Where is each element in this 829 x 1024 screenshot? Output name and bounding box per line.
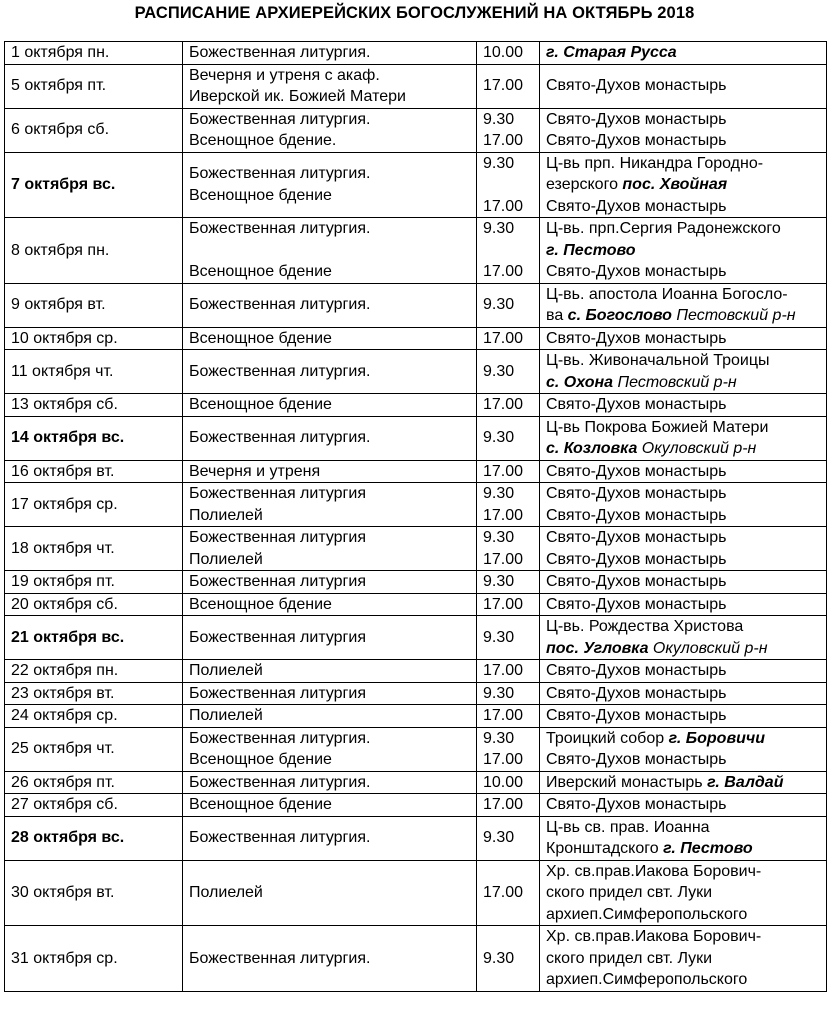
place-line [546, 42, 820, 64]
table-row [5, 327, 827, 350]
place-line [546, 660, 820, 682]
place-line [546, 394, 820, 416]
place-text: Свято-Духов монастырь [546, 506, 727, 524]
place-cell [540, 327, 827, 350]
table-row [5, 283, 827, 327]
date-cell: 8 октября пн. [5, 218, 183, 284]
table-row [5, 416, 827, 460]
time-cell [477, 682, 540, 705]
time-cell [477, 108, 540, 152]
time-cell [477, 460, 540, 483]
place-cell [540, 682, 827, 705]
time-line: 10.00 [483, 44, 524, 61]
place-cell [540, 64, 827, 108]
table-row [5, 42, 827, 65]
place-line [546, 372, 820, 394]
place-line [546, 616, 820, 638]
page-title: РАСПИСАНИЕ АРХИЕРЕЙСКИХ БОГОСЛУЖЕНИЙ НА ОКТЯБРЬ 2018 [134, 4, 695, 22]
time-line: 9.30 [483, 296, 515, 314]
time-line: 17.00 [483, 884, 524, 901]
service-line: Полиелей [189, 707, 263, 724]
table-row [5, 218, 827, 284]
place-text: Свято-Духов монастырь [546, 573, 727, 590]
time-line: 9.30 [483, 949, 515, 967]
time-line: 9.30 [483, 110, 515, 128]
place-line [546, 174, 820, 196]
time-line: 17.00 [483, 132, 524, 149]
service-line: Божественная литургия [189, 628, 366, 646]
place-cell [540, 860, 827, 926]
table-row [5, 616, 827, 660]
service-line: Божественная литургия. [189, 110, 371, 128]
service-cell [183, 327, 477, 350]
table-row [5, 460, 827, 483]
place-text: Троицкий собор [546, 729, 669, 747]
service-line: Всенощное бдение [189, 751, 332, 768]
place-town: г. Боровичи [668, 729, 765, 747]
service-line: Всенощное бдение [189, 263, 332, 280]
date-cell: 24 октября ср. [5, 705, 183, 728]
time-cell [477, 64, 540, 108]
date-cell: 21 октября вс. [5, 616, 183, 660]
place-line [546, 772, 820, 794]
date-cell: 1 октября пн. [5, 42, 183, 65]
time-line: 9.30 [483, 154, 515, 172]
service-line: Всенощное бдение [189, 796, 332, 813]
service-cell [183, 771, 477, 794]
time-cell [477, 727, 540, 771]
time-cell [477, 571, 540, 594]
place-cell [540, 416, 827, 460]
time-line: 17.00 [483, 595, 524, 613]
table-row [5, 816, 827, 860]
place-line [546, 218, 820, 240]
place-text: Ц-вь. Рождества Христова [546, 618, 744, 635]
place-town: с. Богослово [567, 307, 672, 324]
place-town: г. Пестово [546, 241, 636, 259]
time-line [483, 240, 533, 262]
place-text: архиеп.Симферопольского [546, 971, 748, 988]
place-cell [540, 727, 827, 771]
table-row [5, 926, 827, 992]
place-district: Пестовский р-н [671, 307, 796, 324]
service-line: Божественная литургия. [189, 729, 371, 747]
service-cell [183, 794, 477, 817]
service-cell [183, 350, 477, 394]
service-line: Божественная литургия [189, 485, 366, 502]
time-cell [477, 926, 540, 992]
schedule-table [4, 41, 827, 992]
place-cell [540, 483, 827, 527]
time-line: 9.30 [483, 362, 515, 380]
time-line: 9.30 [483, 829, 515, 847]
service-cell [183, 860, 477, 926]
schedule-body [5, 42, 827, 992]
service-cell [183, 394, 477, 417]
place-line [546, 749, 820, 771]
service-line: Божественная литургия [189, 684, 366, 702]
time-line: 17.00 [483, 263, 524, 280]
place-line [546, 705, 820, 727]
place-line [546, 728, 820, 750]
time-line: 9.30 [483, 729, 515, 747]
place-cell [540, 571, 827, 594]
place-cell [540, 152, 827, 218]
service-line: Полиелей [189, 550, 263, 568]
table-row [5, 860, 827, 926]
time-cell [477, 152, 540, 218]
place-line [546, 882, 820, 904]
place-line [546, 305, 820, 327]
service-cell [183, 926, 477, 992]
place-line [546, 284, 820, 306]
table-row [5, 571, 827, 594]
place-line [546, 350, 820, 372]
place-cell [540, 460, 827, 483]
time-line: 9.30 [483, 529, 515, 546]
service-line: Всенощное бдение [189, 329, 332, 347]
time-line [483, 174, 533, 196]
place-line [546, 794, 820, 816]
place-text: Ц-вь. Живоначальной Троицы [546, 352, 770, 369]
service-line: Божественная литургия. [189, 949, 371, 967]
time-cell [477, 816, 540, 860]
date-cell: 30 октября вт. [5, 860, 183, 926]
service-cell [183, 660, 477, 683]
service-cell [183, 816, 477, 860]
place-cell [540, 283, 827, 327]
table-row [5, 394, 827, 417]
date-cell: 19 октября пт. [5, 571, 183, 594]
time-line: 17.00 [483, 506, 524, 524]
place-line [546, 948, 820, 970]
table-row [5, 593, 827, 616]
time-cell [477, 527, 540, 571]
table-row [5, 64, 827, 108]
place-town: г. Пестово [663, 840, 753, 857]
place-text: Ц-вь прп. Никандра Городно- [546, 154, 764, 172]
service-line: Божественная литургия. [189, 429, 371, 447]
place-line [546, 817, 820, 839]
place-text: Свято-Духов монастырь [546, 529, 727, 546]
date-cell: 5 октября пт. [5, 64, 183, 108]
place-line [546, 904, 820, 926]
place-cell [540, 108, 827, 152]
date-cell: 25 октября чт. [5, 727, 183, 771]
place-text: ского придел свт. Луки [546, 949, 713, 967]
table-row [5, 350, 827, 394]
place-line [546, 683, 820, 705]
time-line: 17.00 [483, 550, 524, 568]
place-line [546, 438, 820, 460]
date-cell: 17 октября ср. [5, 483, 183, 527]
place-line [546, 638, 820, 660]
place-text: Хр. св.прав.Иакова Борович- [546, 928, 762, 945]
place-text: Свято-Духов монастырь [546, 662, 727, 679]
place-line [546, 527, 820, 549]
service-cell [183, 108, 477, 152]
service-cell [183, 283, 477, 327]
service-cell [183, 152, 477, 218]
place-text: ского придел свт. Луки [546, 884, 713, 901]
time-line: 17.00 [483, 197, 524, 215]
place-cell [540, 794, 827, 817]
table-row [5, 794, 827, 817]
place-text: Свято-Духов монастырь [546, 485, 727, 502]
service-cell [183, 616, 477, 660]
service-cell [183, 218, 477, 284]
date-cell: 23 октября вт. [5, 682, 183, 705]
service-cell [183, 416, 477, 460]
place-line [546, 926, 820, 948]
time-line: 9.30 [483, 429, 515, 447]
service-line: Божественная литургия. [189, 220, 371, 237]
place-line [546, 594, 820, 616]
date-cell: 11 октября чт. [5, 350, 183, 394]
service-line: Полиелей [189, 506, 263, 524]
place-line [546, 261, 820, 283]
service-cell [183, 42, 477, 65]
time-cell [477, 42, 540, 65]
place-text: Иверский монастырь [546, 773, 708, 791]
date-cell: 14 октября вс. [5, 416, 183, 460]
service-line: Всенощное бдение [189, 396, 332, 413]
service-line: Божественная литургия [189, 573, 366, 590]
place-town: пос. Угловка [546, 639, 649, 657]
place-line [546, 838, 820, 860]
place-cell [540, 218, 827, 284]
place-cell [540, 616, 827, 660]
time-line: 17.00 [483, 751, 524, 768]
date-cell: 6 октября сб. [5, 108, 183, 152]
place-text: Ц-вь. апостола Иоанна Богосло- [546, 285, 788, 303]
service-line: Полиелей [189, 884, 263, 901]
time-line: 17.00 [483, 77, 524, 95]
time-line: 9.30 [483, 485, 515, 502]
service-line: Вечерня и утреня с акаф. [189, 66, 380, 84]
place-text: езерского [546, 176, 623, 193]
date-cell: 18 октября чт. [5, 527, 183, 571]
table-row [5, 152, 827, 218]
place-text: Свято-Духов монастырь [546, 595, 727, 613]
place-text: Ц-вь св. прав. Иоанна [546, 818, 710, 836]
table-row [5, 682, 827, 705]
service-line: Божественная литургия. [189, 773, 371, 791]
table-row [5, 660, 827, 683]
time-cell [477, 483, 540, 527]
place-line [546, 571, 820, 593]
date-cell: 16 октября вт. [5, 460, 183, 483]
place-cell [540, 527, 827, 571]
place-text: Хр. св.прав.Иакова Борович- [546, 862, 762, 880]
place-line [546, 109, 820, 131]
place-town: с. Охона [546, 373, 614, 391]
time-cell [477, 394, 540, 417]
place-text: Свято-Духов монастырь [546, 684, 727, 702]
time-cell [477, 283, 540, 327]
place-text: Свято-Духов монастырь [546, 197, 727, 215]
service-line: Божественная литургия. [189, 44, 371, 61]
place-text: Свято-Духов монастырь [546, 396, 727, 413]
service-cell [183, 682, 477, 705]
place-text: Свято-Духов монастырь [546, 132, 727, 149]
place-cell [540, 394, 827, 417]
place-town: г. Старая Русса [546, 44, 677, 61]
place-cell [540, 816, 827, 860]
service-line: Всенощное бдение. [189, 132, 337, 149]
place-text: Свято-Духов монастырь [546, 707, 727, 724]
date-cell: 22 октября пн. [5, 660, 183, 683]
place-cell [540, 771, 827, 794]
place-line [546, 153, 820, 175]
service-line: Вечерня и утреня [189, 462, 321, 480]
time-cell [477, 593, 540, 616]
place-text: архиеп.Симферопольского [546, 905, 748, 923]
time-line: 17.00 [483, 662, 524, 679]
table-row [5, 705, 827, 728]
service-cell [183, 571, 477, 594]
service-cell [183, 727, 477, 771]
place-district: Пестовский р-н [613, 373, 737, 391]
time-cell [477, 616, 540, 660]
place-line [546, 328, 820, 350]
time-line: 9.30 [483, 684, 515, 702]
table-row [5, 108, 827, 152]
service-cell [183, 483, 477, 527]
time-cell [477, 327, 540, 350]
place-line [546, 483, 820, 505]
place-town: с. Козловка [546, 440, 638, 457]
time-line: 17.00 [483, 396, 524, 413]
place-text: Свято-Духов монастырь [546, 751, 727, 768]
service-line: Иверской ик. Божией Матери [189, 88, 406, 105]
service-line: Божественная литургия [189, 529, 366, 546]
time-line: 9.30 [483, 628, 515, 646]
service-line: Всенощное бдение [189, 186, 332, 204]
date-cell: 9 октября вт. [5, 283, 183, 327]
time-line: 9.30 [483, 573, 515, 590]
date-cell: 28 октября вс. [5, 816, 183, 860]
time-cell [477, 350, 540, 394]
date-cell: 13 октября сб. [5, 394, 183, 417]
place-town: г. Валдай [707, 773, 784, 791]
place-line [546, 861, 820, 883]
time-line: 17.00 [483, 329, 524, 347]
service-line: Божественная литургия. [189, 296, 371, 314]
place-line [546, 196, 820, 218]
place-line [546, 549, 820, 571]
place-text: Свято-Духов монастырь [546, 550, 727, 568]
table-row [5, 727, 827, 771]
place-text: Свято-Духов монастырь [546, 77, 727, 95]
date-cell: 26 октября пт. [5, 771, 183, 794]
place-cell [540, 350, 827, 394]
place-line [546, 130, 820, 152]
time-cell [477, 416, 540, 460]
place-text: ва [546, 307, 568, 324]
place-town: пос. Хвойная [622, 176, 728, 193]
time-line: 10.00 [483, 773, 524, 791]
place-line [546, 75, 820, 97]
date-cell: 20 октября сб. [5, 593, 183, 616]
place-cell [540, 926, 827, 992]
date-cell: 27 октября сб. [5, 794, 183, 817]
table-row [5, 483, 827, 527]
place-district: Окуловский р-н [637, 440, 757, 457]
service-line [189, 240, 470, 262]
time-line: 17.00 [483, 462, 524, 480]
service-line: Полиелей [189, 662, 263, 679]
table-row [5, 771, 827, 794]
place-cell [540, 593, 827, 616]
place-text: Кронштадского [546, 840, 664, 857]
service-line: Божественная литургия. [189, 829, 371, 847]
service-line: Божественная литургия. [189, 165, 371, 183]
date-cell: 10 октября ср. [5, 327, 183, 350]
place-line [546, 461, 820, 483]
time-cell [477, 794, 540, 817]
service-cell [183, 527, 477, 571]
place-text: Ц-вь. прп.Сергия Радонежского [546, 220, 781, 237]
time-cell [477, 218, 540, 284]
place-cell [540, 660, 827, 683]
table-row [5, 527, 827, 571]
time-line: 17.00 [483, 796, 524, 813]
service-cell [183, 64, 477, 108]
place-text: Свято-Духов монастырь [546, 462, 727, 480]
place-cell [540, 705, 827, 728]
place-cell [540, 42, 827, 65]
service-cell [183, 593, 477, 616]
time-cell [477, 705, 540, 728]
place-line [546, 505, 820, 527]
service-cell [183, 705, 477, 728]
time-cell [477, 660, 540, 683]
time-cell [477, 860, 540, 926]
date-cell: 31 октября ср. [5, 926, 183, 992]
place-text: Свято-Духов монастырь [546, 329, 727, 347]
date-cell: 7 октября вс. [5, 152, 183, 218]
place-line [546, 240, 820, 262]
service-cell [183, 460, 477, 483]
place-text: Свято-Духов монастырь [546, 796, 727, 813]
time-line: 17.00 [483, 707, 524, 724]
service-line: Божественная литургия. [189, 362, 371, 380]
place-text: Ц-вь Покрова Божией Матери [546, 418, 769, 436]
time-line: 9.30 [483, 220, 515, 237]
place-line [546, 969, 820, 991]
place-text: Свято-Духов монастырь [546, 110, 727, 128]
place-district: Окуловский р-н [648, 639, 768, 657]
place-text: Свято-Духов монастырь [546, 263, 727, 280]
place-line [546, 417, 820, 439]
service-line: Всенощное бдение [189, 595, 332, 613]
time-cell [477, 771, 540, 794]
